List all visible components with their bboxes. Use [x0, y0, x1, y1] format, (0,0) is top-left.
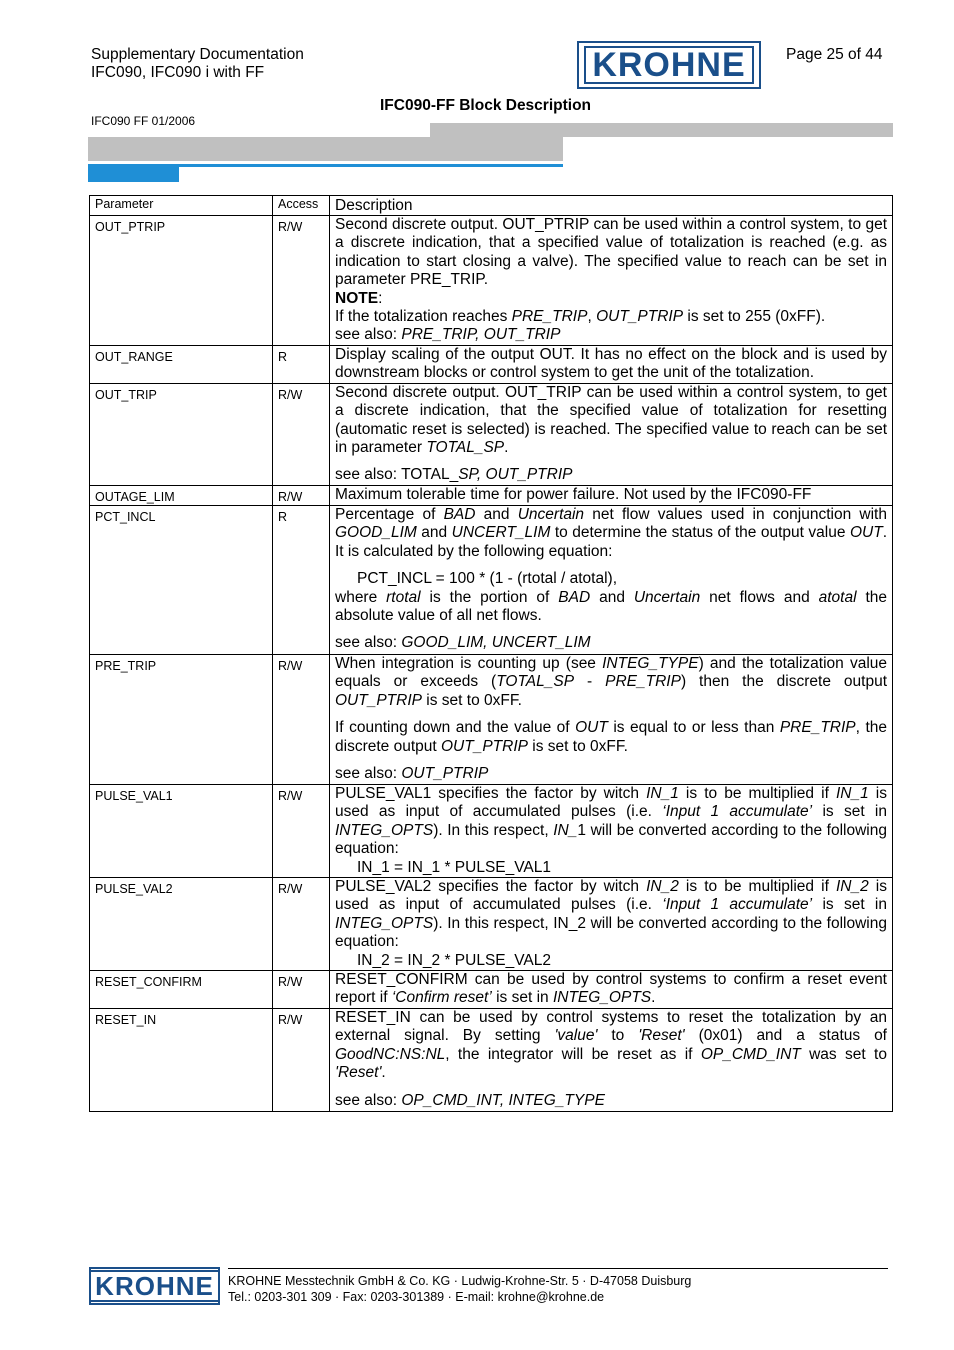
- table-row: [90, 654, 893, 784]
- param-access: R/W: [273, 485, 330, 505]
- desc-paragraph: Percentage of BAD and Uncertain net flow values used in conjunction with GOOD_LIM and UNCERT_LIM to determine the status of the output value OUT. It is calculated by the following equation:: [335, 505, 887, 560]
- desc-paragraph: Second discrete output. OUT_TRIP can be used within a control system, to get a discrete indication, that the specified value of totalization for resetting (automatic reset is selected) is reached. The specified value to reach can be set in parameter TOTAL_SP.: [335, 383, 887, 457]
- footer-logo-text: KROHNE: [89, 1270, 220, 1302]
- table-row: [90, 216, 893, 346]
- desc-paragraph: When integration is counting up (see INTEG_TYPE) and the totalization value equals or exceeds (TOTAL_SP - PRE_TRIP) then the discrete output OUT_PTRIP is set to 0xFF.: [335, 654, 887, 709]
- param-description: [330, 505, 893, 654]
- param-description: [330, 784, 893, 877]
- param-description: [330, 654, 893, 784]
- see-also: see also: TOTAL_SP, OUT_PTRIP: [335, 466, 573, 484]
- see-also: see also: OP_CMD_INT, INTEG_TYPE: [335, 1091, 605, 1109]
- footer-address: [228, 1273, 691, 1305]
- table-row: [90, 970, 893, 1008]
- param-name: PRE_TRIP: [90, 654, 273, 784]
- col-header-access: Access: [273, 196, 330, 216]
- param-description: [330, 383, 893, 485]
- param-name: OUT_TRIP: [90, 383, 273, 485]
- see-also: see also: PRE_TRIP, OUT_TRIP: [335, 326, 561, 344]
- param-description: [330, 970, 893, 1008]
- logo-text: KROHNE: [584, 46, 753, 84]
- krohne-footer-logo: [89, 1267, 220, 1305]
- table-row: [90, 784, 893, 877]
- param-access: R/W: [273, 216, 330, 346]
- param-description: [330, 877, 893, 970]
- header-doc-title: [91, 46, 304, 82]
- param-access: R/W: [273, 784, 330, 877]
- table-row: [90, 485, 893, 505]
- param-access: R/W: [273, 970, 330, 1008]
- krohne-logo: [577, 41, 761, 89]
- param-name: PCT_INCL: [90, 505, 273, 654]
- table-row: [90, 877, 893, 970]
- header-bar-bottom: [88, 137, 563, 161]
- note-text: If the totalization reaches PRE_TRIP, OUT_PTRIP is set to 255 (0xFF).: [335, 308, 826, 326]
- param-description: [330, 345, 893, 383]
- param-name: PULSE_VAL2: [90, 877, 273, 970]
- param-name: OUT_RANGE: [90, 345, 273, 383]
- param-access: R: [273, 345, 330, 383]
- see-also: see also: GOOD_LIM, UNCERT_LIM: [335, 634, 591, 652]
- param-name: PULSE_VAL1: [90, 784, 273, 877]
- equation: PCT_INCL = 100 * (1 - (rtotal / atotal),: [357, 570, 618, 588]
- table-row: [90, 505, 893, 654]
- desc-paragraph: where rtotal is the portion of BAD and Uncertain net flows and atotal the absolute value of all net flows.: [335, 588, 887, 624]
- see-also: see also: OUT_PTRIP: [335, 764, 489, 782]
- param-name: RESET_IN: [90, 1008, 273, 1111]
- param-access: R/W: [273, 877, 330, 970]
- param-access: R/W: [273, 383, 330, 485]
- param-access: R/W: [273, 654, 330, 784]
- note-line: NOTE:: [335, 289, 383, 307]
- param-description: [330, 216, 893, 346]
- header-bar-top: [430, 123, 893, 137]
- desc-paragraph: PULSE_VAL2 specifies the factor by witch IN_2 is to be multiplied if IN_2 is used as input of accumulated pulses (i.e. ‘Input 1 accumulate’ is set in INTEG_OPTS). In this respect, IN_2 will be converted according to the following equation:: [335, 877, 888, 951]
- desc-paragraph: If counting down and the value of OUT is equal to or less than PRE_TRIP, the discrete output OUT_PTRIP is set to 0xFF.: [335, 719, 887, 755]
- equation: IN_1 = IN_1 * PULSE_VAL1: [357, 858, 552, 876]
- table-row: [90, 383, 893, 485]
- desc-paragraph: RESET_IN can be used by control systems to reset the totalization by an external signal. By setting 'value' to 'Reset' (0x01) and a status of GoodNC:NS:NL, the integrator will be reset as if OP_CMD_INT was set to 'Reset'.: [335, 1008, 887, 1082]
- desc-paragraph: Maximum tolerable time for power failure. Not used by the IFC090-FF: [335, 485, 812, 503]
- footer-divider: [228, 1268, 888, 1269]
- param-name: RESET_CONFIRM: [90, 970, 273, 1008]
- param-name: OUT_PTRIP: [90, 216, 273, 346]
- accent-block: [88, 167, 179, 182]
- desc-paragraph: Second discrete output. OUT_PTRIP can be used within a control system, to get a discrete indication, that a specified value of totalization is reached (e.g. as indication to start closing a valve). The specified value to reach can be set in parameter PRE_TRIP.: [335, 216, 887, 289]
- table-row: [90, 1008, 893, 1111]
- header-line-2: IFC090, IFC090 i with FF: [91, 64, 265, 81]
- param-access: R/W: [273, 1008, 330, 1111]
- page-number: Page 25 of 44: [786, 46, 883, 63]
- desc-paragraph: Display scaling of the output OUT. It has no effect on the block and is used by downstream blocks or control system to get the unit of the totalization.: [335, 345, 887, 382]
- header-line-1: Supplementary Documentation: [91, 46, 304, 63]
- param-description: [330, 1008, 893, 1111]
- equation: IN_2 = IN_2 * PULSE_VAL2: [357, 951, 552, 969]
- col-header-parameter: Parameter: [90, 196, 273, 216]
- table-header-row: [90, 196, 893, 216]
- doc-id: IFC090 FF 01/2006: [91, 114, 196, 128]
- page-title: IFC090-FF Block Description: [380, 97, 592, 114]
- parameter-table: [89, 195, 893, 1112]
- param-name: OUTAGE_LIM: [90, 485, 273, 505]
- footer-line-2: Tel.: 0203-301 309 · Fax: 0203-301389 · E-mail: krohne@krohne.de: [228, 1290, 605, 1304]
- footer-line-1: KROHNE Messtechnik GmbH & Co. KG · Ludwig-Krohne-Str. 5 · D-47058 Duisburg: [228, 1274, 692, 1288]
- table-row: [90, 345, 893, 383]
- desc-paragraph: RESET_CONFIRM can be used by control systems to confirm a reset event report if ‘Confirm reset’ is set in INTEG_OPTS.: [335, 970, 887, 1007]
- param-access: R: [273, 505, 330, 654]
- param-description: [330, 485, 893, 505]
- col-header-description: Description: [330, 196, 893, 216]
- desc-paragraph: PULSE_VAL1 specifies the factor by witch IN_1 is to be multiplied if IN_1 is used as input of accumulated pulses (i.e. ‘Input 1 accumulate’ is set in INTEG_OPTS). In this respect, IN_1 will be converted according to the following equation:: [335, 784, 888, 858]
